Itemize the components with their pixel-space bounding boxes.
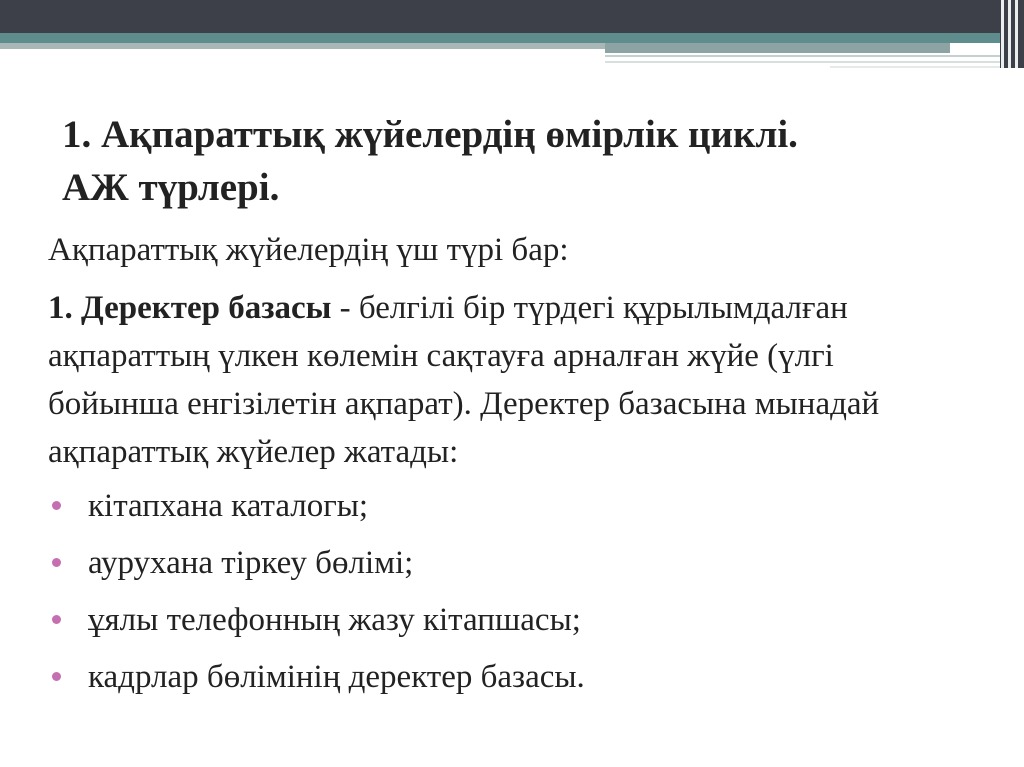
corner-stripe — [1001, 0, 1004, 68]
list-item-text: ұялы телефонның жазу кітапшасы; — [88, 602, 581, 638]
list-item-text: кітапхана каталогы; — [88, 488, 369, 524]
intro-text: Ақпараттық жүйелердің үш түрі бар: — [48, 232, 569, 268]
bullet-icon — [52, 501, 61, 510]
list-item — [48, 482, 948, 530]
decor-band — [605, 43, 950, 53]
list-item-text: кадрлар бөлімінің деректер базасы. — [88, 659, 585, 695]
list-item — [48, 653, 948, 701]
slide-title-line-1: 1. Ақпараттық жүйелердің өмірлік циклі. — [62, 113, 798, 156]
list-item-text: аурухана тіркеу бөлімі; — [88, 545, 414, 581]
example-list — [48, 482, 948, 701]
slide-body — [48, 226, 948, 710]
slide-title — [62, 108, 962, 214]
corner-stripe — [1015, 0, 1018, 68]
slide-title-line-2: АЖ түрлері. — [62, 166, 280, 209]
definition-term: 1. Деректер базасы — [48, 290, 332, 326]
accent-stripe — [0, 33, 1024, 43]
header-bar — [0, 0, 1024, 33]
bullet-icon — [52, 615, 61, 624]
decor-line — [830, 66, 1005, 68]
definition-paragraph — [48, 284, 948, 476]
decor-line — [605, 55, 1000, 57]
list-item — [48, 596, 948, 644]
bullet-icon — [52, 558, 61, 567]
definition-text: - белгілі бір түрдегі құрылымдалған ақпараттың үлкен көлемін сақтауға арналған жүйе (үлгі бойынша енгізілетін ақпарат). Деректер базасына мынадай ақпараттық жүйелер жатады: — [48, 290, 880, 470]
decor-line — [605, 61, 1005, 63]
corner-stripe — [1008, 0, 1011, 68]
bullet-icon — [52, 672, 61, 681]
decor-band — [0, 43, 605, 49]
list-item — [48, 539, 948, 587]
